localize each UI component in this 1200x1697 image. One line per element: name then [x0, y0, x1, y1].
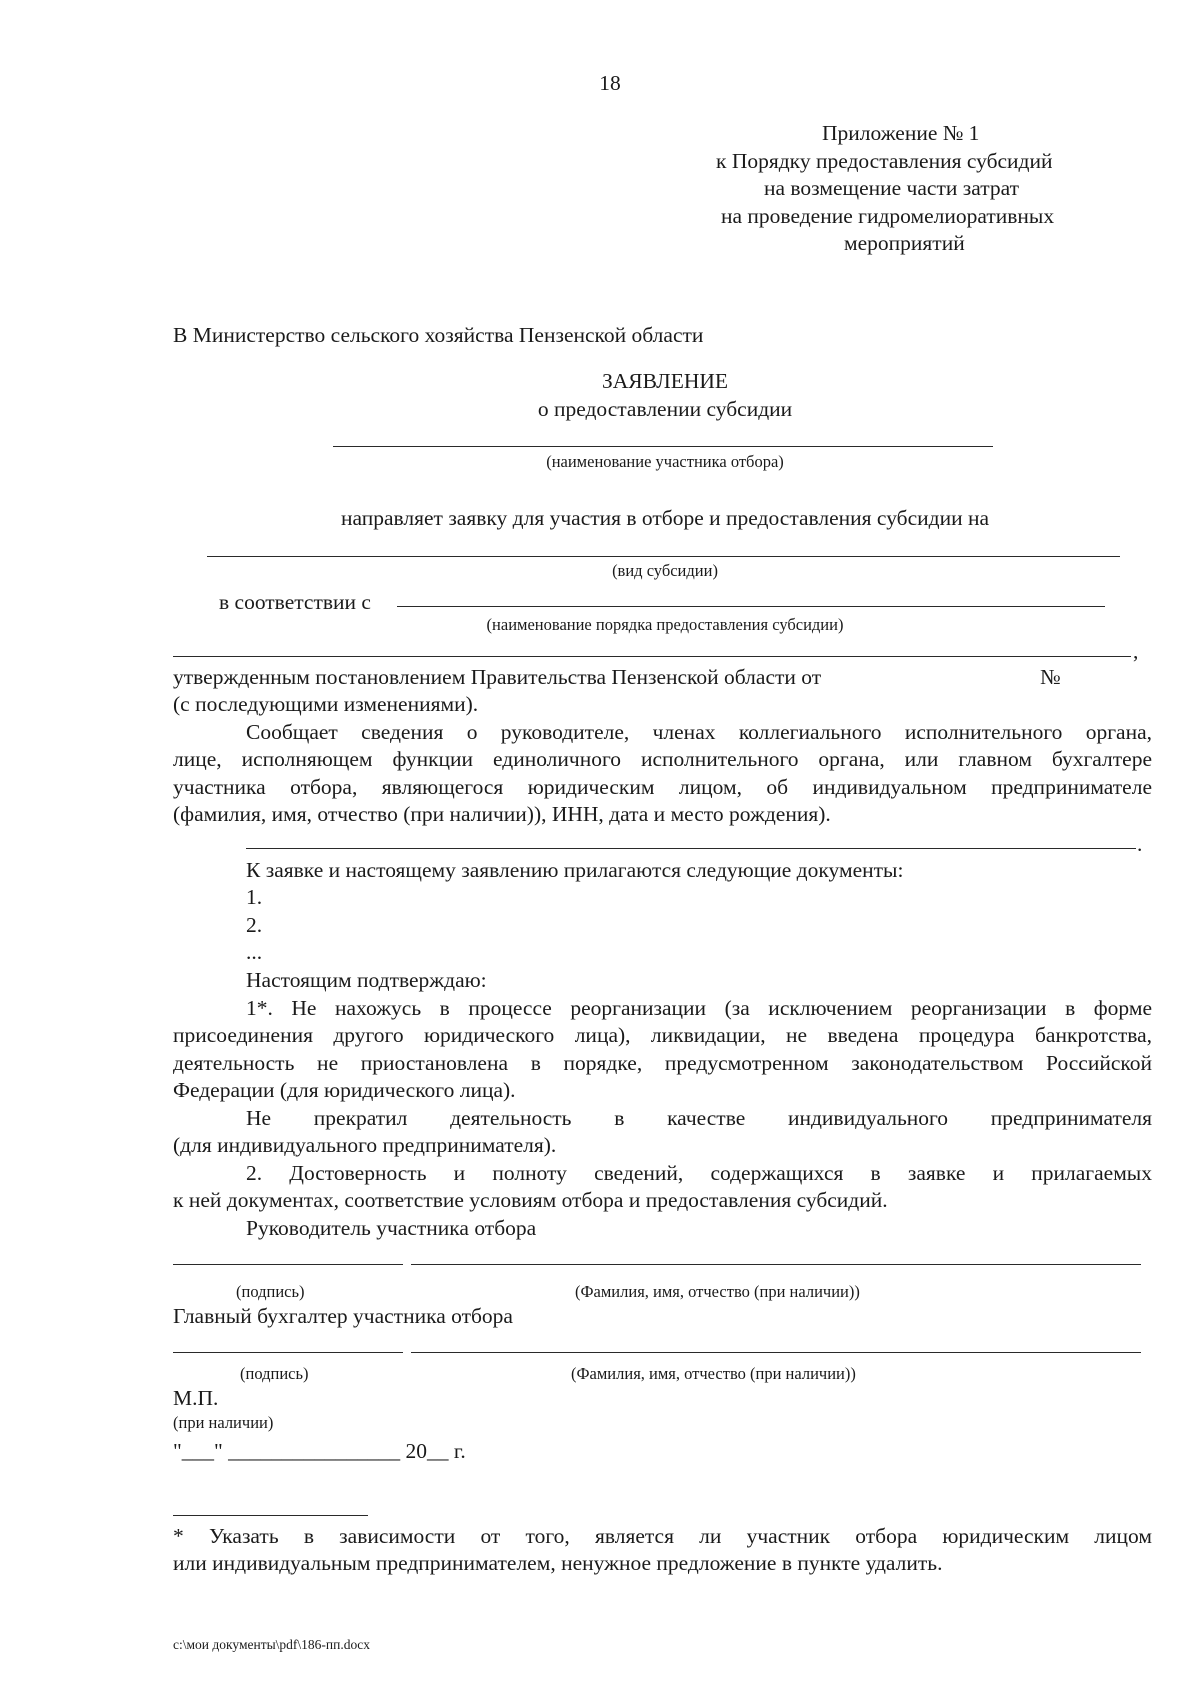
date-line: "___" ________________ 20__ г.	[173, 1439, 466, 1463]
seal-hint: (при наличии)	[173, 1413, 274, 1432]
amendments-text: (с последующими изменениями).	[173, 692, 479, 716]
in-accordance-label: в соответствии с	[219, 590, 371, 614]
clause-line: 2. Достоверность и полноту сведений, содержащихся в заявке и прилагаемых	[246, 1161, 1152, 1185]
appendix-line: на проведение гидромелиоративных	[721, 204, 1055, 228]
participant-name-hint: (наименование участника отбора)	[546, 452, 784, 471]
clause-line: Федерации (для юридического лица).	[173, 1078, 516, 1102]
document-title: ЗАЯВЛЕНИЕ	[601, 369, 729, 393]
seal-label: М.П.	[173, 1386, 219, 1410]
document-item: 1.	[246, 885, 263, 909]
paragraph-line: Сообщает сведения о руководителе, членах коллегиального исполнительного органа,	[246, 720, 1152, 744]
subsidy-type-hint: (вид субсидии)	[612, 561, 718, 580]
head-label: Руководитель участника отбора	[246, 1216, 537, 1240]
paragraph-line: участника отбора, являющегося юридическим лицом, об индивидуальном предпринимателе	[173, 775, 1152, 799]
clause-line: Не прекратил деятельность в качестве индивидуального предпринимателя	[246, 1106, 1152, 1130]
procedure-continuation-line	[173, 656, 1131, 657]
head-signature-hint: (подпись)	[236, 1282, 305, 1301]
paragraph-line: (фамилия, имя, отчество (при наличии)), ИНН, дата и место рождения).	[173, 802, 831, 826]
confirm-heading: Настоящим подтверждаю:	[246, 968, 487, 992]
appendix-line: к Порядку предоставления субсидий	[716, 149, 1053, 173]
accountant-signature-hint: (подпись)	[240, 1364, 309, 1383]
sends-request-text: направляет заявку для участия в отборе и предоставления субсидии на	[340, 506, 990, 530]
procedure-name-hint: (наименование порядка предоставления субсидии)	[486, 615, 844, 634]
head-signature-line	[173, 1264, 403, 1265]
footnote-line: * Указать в зависимости от того, является ли участник отбора юридическим лицом	[173, 1524, 1152, 1548]
approved-text: утвержденным постановлением Правительства Пензенской области от	[173, 665, 822, 689]
comma: ,	[1133, 639, 1139, 663]
clause-line: деятельность не приостановлена в порядке, предусмотренном законодательством Российской	[173, 1051, 1152, 1075]
document-item: ...	[246, 940, 263, 964]
accountant-name-hint: (Фамилия, имя, отчество (при наличии))	[571, 1364, 856, 1383]
document-subtitle: о предоставлении субсидии	[537, 397, 793, 421]
accountant-label: Главный бухгалтер участника отбора	[173, 1304, 513, 1328]
paragraph-line: лице, исполняющем функции единоличного исполнительного органа, или главном бухгалтере	[173, 747, 1152, 771]
clause-line: присоединения другого юридического лица), ликвидации, не введена процедура банкротства,	[173, 1023, 1152, 1047]
page-number: 18	[599, 71, 621, 95]
number-sign: №	[1040, 665, 1061, 689]
clause-line: 1*. Не нахожусь в процессе реорганизации (за исключением реорганизации в форме	[246, 996, 1152, 1020]
file-path: c:\мои документы\pdf\186-пп.docx	[173, 1637, 370, 1652]
footnote-separator	[173, 1515, 368, 1516]
addressee: В Министерство сельского хозяйства Пензенской области	[173, 323, 704, 347]
participant-name-line	[333, 446, 993, 447]
accountant-name-line	[411, 1352, 1141, 1353]
period: .	[1137, 832, 1143, 856]
appendix-line: на возмещение части затрат	[764, 176, 1019, 200]
head-name-hint: (Фамилия, имя, отчество (при наличии))	[575, 1282, 860, 1301]
clause-line: к ней документах, соответствие условиям отбора и предоставления субсидий.	[173, 1188, 888, 1212]
clause-line: (для индивидуального предпринимателя).	[173, 1133, 557, 1157]
appendix-line: мероприятий	[844, 231, 965, 255]
accountant-signature-line	[173, 1352, 403, 1353]
footnote-line: или индивидуальным предпринимателем, ненужное предложение в пункте удалить.	[173, 1551, 943, 1575]
procedure-name-line	[397, 606, 1105, 607]
document-item: 2.	[246, 913, 263, 937]
info-entry-line	[246, 848, 1136, 849]
head-name-line	[411, 1264, 1141, 1265]
subsidy-type-line	[207, 556, 1120, 557]
appendix-line: Приложение № 1	[822, 121, 980, 145]
documents-intro: К заявке и настоящему заявлению прилагаются следующие документы:	[246, 858, 904, 882]
